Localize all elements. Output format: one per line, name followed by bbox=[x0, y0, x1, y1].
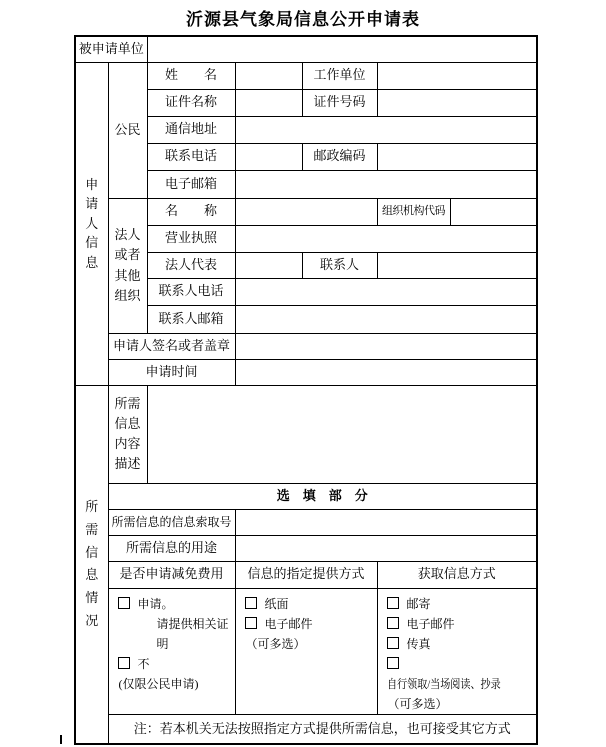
applied-unit-input-cell[interactable] bbox=[147, 36, 537, 62]
org-name-label: 名 称 bbox=[147, 198, 235, 225]
obtain-option-fax-label: 传真 bbox=[406, 636, 431, 651]
phone-label: 联系电话 bbox=[147, 143, 235, 170]
format-option-paper[interactable] bbox=[245, 594, 375, 614]
checkbox-icon[interactable] bbox=[118, 657, 130, 669]
obtain-option-mail-label: 邮寄 bbox=[406, 596, 431, 611]
license-input-cell[interactable] bbox=[235, 225, 537, 252]
apply-time-input-cell[interactable] bbox=[235, 359, 537, 385]
fee-option-no-label: 不 bbox=[137, 656, 150, 671]
usage-input-cell[interactable] bbox=[235, 535, 537, 561]
usage-label: 所需信息的用途 bbox=[108, 535, 235, 561]
format-option-email-label: 电子邮件 bbox=[264, 616, 313, 631]
format-option-email[interactable] bbox=[245, 614, 375, 634]
obtain-option-email[interactable] bbox=[387, 614, 535, 634]
obtain-option-mail[interactable] bbox=[387, 594, 535, 614]
org-name-input-cell[interactable] bbox=[235, 198, 377, 225]
applied-unit-label: 被申请单位 bbox=[75, 36, 147, 62]
format-note: （可多选） bbox=[245, 636, 306, 651]
description-input-cell[interactable] bbox=[147, 385, 537, 483]
form-table bbox=[74, 35, 538, 745]
id-number-label: 证件号码 bbox=[302, 89, 377, 116]
contact-phone-label: 联系人电话 bbox=[147, 278, 235, 305]
checkbox-icon[interactable] bbox=[387, 617, 399, 629]
obtain-options-cell bbox=[377, 588, 537, 714]
checkbox-icon[interactable] bbox=[387, 637, 399, 649]
request-number-label: 所需信息的信息索取号 bbox=[108, 509, 235, 535]
signature-label: 申请人签名或者盖章 bbox=[108, 333, 235, 359]
fee-note: (仅限公民申请) bbox=[118, 676, 199, 691]
optional-section-header: 选 填 部 分 bbox=[108, 483, 537, 509]
note-text: 注：若本机关无法按照指定方式提供所需信息，也可接受其它方式 bbox=[108, 714, 537, 744]
required-info-section-label-text: 所需信息情况 bbox=[85, 499, 99, 628]
apply-time-label: 申请时间 bbox=[108, 359, 235, 385]
obtain-option-self[interactable] bbox=[387, 654, 535, 694]
signature-input-cell[interactable] bbox=[235, 333, 537, 359]
id-type-label: 证件名称 bbox=[147, 89, 235, 116]
contact-phone-input-cell[interactable] bbox=[235, 278, 537, 305]
org-group-label bbox=[108, 198, 147, 333]
address-input-cell[interactable] bbox=[235, 116, 537, 143]
contact-input-cell[interactable] bbox=[377, 252, 537, 278]
description-label-text: 所需信息内容描述 bbox=[114, 395, 141, 472]
required-info-section-label bbox=[75, 385, 108, 744]
applicant-section-label-text: 申请人信息 bbox=[85, 176, 99, 270]
address-label: 通信地址 bbox=[147, 116, 235, 143]
contact-label: 联系人 bbox=[302, 252, 377, 278]
email-label: 电子邮箱 bbox=[147, 170, 235, 198]
obtain-header: 获取信息方式 bbox=[377, 561, 537, 588]
legal-rep-input-cell[interactable] bbox=[235, 252, 302, 278]
email-input-cell[interactable] bbox=[235, 170, 537, 198]
description-label bbox=[108, 385, 147, 483]
checkbox-icon[interactable] bbox=[387, 597, 399, 609]
id-type-input-cell[interactable] bbox=[235, 89, 302, 116]
name-input-cell[interactable] bbox=[235, 62, 302, 89]
obtain-option-self-label: 自行领取/当场阅读、抄录 bbox=[386, 676, 501, 691]
work-unit-input-cell[interactable] bbox=[377, 62, 537, 89]
fee-option-no[interactable] bbox=[118, 654, 233, 674]
license-label: 营业执照 bbox=[147, 225, 235, 252]
checkbox-icon[interactable] bbox=[245, 597, 257, 609]
checkbox-icon[interactable] bbox=[387, 657, 399, 669]
fee-option-apply-label: 申请。 bbox=[137, 596, 174, 611]
legal-rep-label: 法人代表 bbox=[147, 252, 235, 278]
org-group-label-text: 法人或者其他组织 bbox=[114, 227, 141, 303]
fee-options-cell bbox=[108, 588, 235, 714]
name-label: 姓 名 bbox=[147, 62, 235, 89]
fee-option-apply[interactable] bbox=[118, 594, 233, 614]
phone-input-cell[interactable] bbox=[235, 143, 302, 170]
postcode-input-cell[interactable] bbox=[377, 143, 537, 170]
applicant-section-label bbox=[75, 62, 108, 385]
contact-email-label: 联系人邮箱 bbox=[147, 305, 235, 333]
postcode-label: 邮政编码 bbox=[302, 143, 377, 170]
work-unit-label: 工作单位 bbox=[302, 62, 377, 89]
contact-email-input-cell[interactable] bbox=[235, 305, 537, 333]
obtain-option-email-label: 电子邮件 bbox=[406, 616, 455, 631]
org-code-label: 组织机构代码 bbox=[377, 198, 450, 225]
format-options-cell bbox=[235, 588, 377, 714]
id-number-input-cell[interactable] bbox=[377, 89, 537, 116]
page-title: 沂源县气象局信息公开申请表 bbox=[186, 10, 420, 29]
obtain-option-fax[interactable] bbox=[387, 634, 535, 654]
checkbox-icon[interactable] bbox=[245, 617, 257, 629]
text-cursor[interactable] bbox=[60, 735, 62, 744]
format-option-paper-label: 纸面 bbox=[264, 596, 289, 611]
checkbox-icon[interactable] bbox=[118, 597, 130, 609]
org-code-input-cell[interactable] bbox=[450, 198, 537, 225]
format-header: 信息的指定提供方式 bbox=[235, 561, 377, 588]
fee-header: 是否申请减免费用 bbox=[108, 561, 235, 588]
fee-option-extra-text: 请提供相关证明 bbox=[156, 616, 229, 651]
citizen-group-label: 公民 bbox=[108, 62, 147, 198]
request-number-input-cell[interactable] bbox=[235, 509, 537, 535]
obtain-note: （可多选） bbox=[387, 696, 448, 711]
